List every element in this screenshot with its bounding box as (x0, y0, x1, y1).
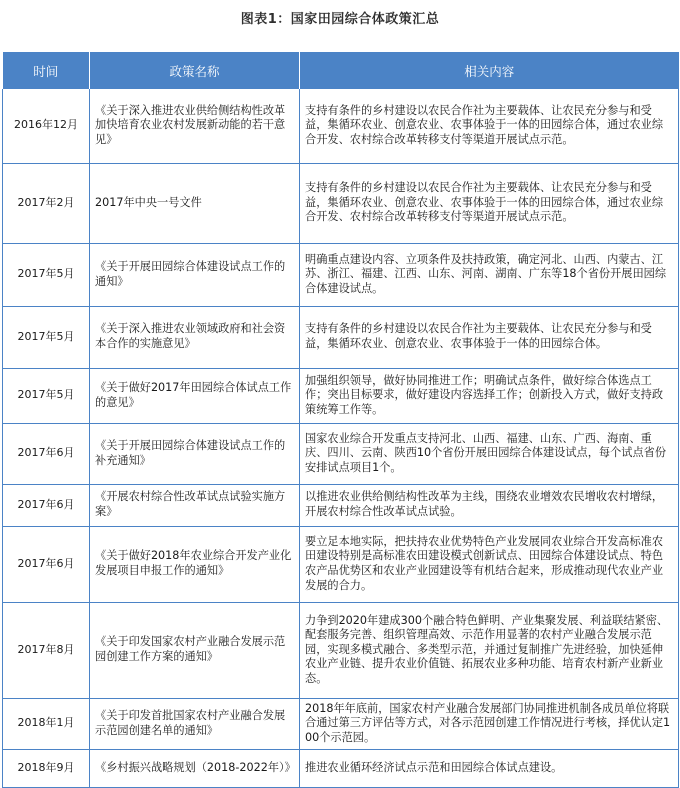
row-time: 2017年8月 (3, 602, 90, 698)
row-content: 加强组织领导，做好协同推进工作；明确试点条件，做好综合体选点工作；突出目标要求，做好建设内容选择工作；创新投入方式，做好支持政策统筹工作等。 (300, 368, 679, 423)
row-time: 2018年9月 (3, 749, 90, 787)
row-policy-name: 《关于开展田园综合体建设试点工作的通知》 (90, 243, 300, 306)
row-policy-name: 2017年中央一号文件 (90, 163, 300, 243)
row-time: 2017年6月 (3, 423, 90, 484)
row-time: 2017年5月 (3, 368, 90, 423)
row-time: 2017年2月 (3, 163, 90, 243)
row-time: 2017年6月 (3, 484, 90, 526)
table-row (3, 484, 679, 526)
table-row (3, 368, 679, 423)
table-row (3, 243, 679, 306)
row-time: 2017年6月 (3, 526, 90, 602)
row-content: 支持有条件的乡村建设以农民合作社为主要载体、让农民充分参与和受益，集循环农业、创意农业、农事体验于一体的田园综合体。 (300, 306, 679, 368)
row-policy-name: 《关于深入推进农业领域政府和社会资本合作的实施意见》 (90, 306, 300, 368)
row-policy-name: 《关于做好2018年农业综合开发产业化发展项目申报工作的通知》 (90, 526, 300, 602)
header-time: 时间 (3, 52, 90, 89)
row-content: 明确重点建设内容、立项条件及扶持政策，确定河北、山西、内蒙古、江苏、浙江、福建、江西、山东、河南、湖南、广东等18个省份开展田园综合体建设试点。 (300, 243, 679, 306)
policy-table (2, 52, 679, 788)
row-policy-name: 《关于印发首批国家农村产业融合发展示范园创建名单的通知》 (90, 698, 300, 749)
row-time: 2016年12月 (3, 89, 90, 163)
row-time: 2017年5月 (3, 243, 90, 306)
row-content: 以推进农业供给侧结构性改革为主线，围绕农业增效农民增收农村增绿，开展农村综合性改革试点试验。 (300, 484, 679, 526)
row-content: 支持有条件的乡村建设以农民合作社为主要载体、让农民充分参与和受益，集循环农业、创意农业、农事体验于一体的田园综合体，通过农业综合开发、农村综合改革转移支付等渠道开展试点示范。 (300, 163, 679, 243)
row-content: 要立足本地实际，把扶持农业优势特色产业发展同农业综合开发高标准农田建设特别是高标准农田建设模式创新试点、田园综合体建设试点、特色农产品优势区和农业产业园建设等有机结合起来，形成推动现代农业产业发展的合力。 (300, 526, 679, 602)
row-content: 国家农业综合开发重点支持河北、山西、福建、山东、广西、海南、重庆、四川、云南、陕西10个省份开展田园综合体建设试点，每个试点省份安排试点项目1个。 (300, 423, 679, 484)
table-header-row (3, 52, 679, 89)
row-policy-name: 《乡村振兴战略规划（2018-2022年）》 (90, 749, 300, 787)
row-policy-name: 《关于做好2017年田园综合体试点工作的意见》 (90, 368, 300, 423)
page-title: 图表1：国家田园综合体政策汇总 (240, 12, 440, 27)
header-policy-name: 政策名称 (90, 52, 300, 89)
table-row (3, 526, 679, 602)
table-row (3, 89, 679, 163)
table-row (3, 602, 679, 698)
table-row (3, 749, 679, 787)
table-row (3, 306, 679, 368)
header-content: 相关内容 (300, 52, 679, 89)
row-time: 2017年5月 (3, 306, 90, 368)
row-content: 2018年年底前，国家农村产业融合发展部门协同推进机制各成员单位将联合通过第三方评估等方式，对各示范园创建工作情况进行考核，择优认定100个示范园。 (300, 698, 679, 749)
row-content: 推进农业循环经济试点示范和田园综合体试点建设。 (300, 749, 679, 787)
table-row (3, 163, 679, 243)
row-policy-name: 《开展农村综合性改革试点试验实施方案》 (90, 484, 300, 526)
table-row (3, 423, 679, 484)
row-policy-name: 《关于开展田园综合体建设试点工作的补充通知》 (90, 423, 300, 484)
row-content: 力争到2020年建成300个融合特色鲜明、产业集聚发展、利益联结紧密、配套服务完善、组织管理高效、示范作用显著的农村产业融合发展示范园，实现多模式融合、多类型示范，并通过复制推广先进经验，加快延伸农业产业链、提升农业价值链、拓展农业多种功能、培育农村新产业新业态。 (300, 602, 679, 698)
row-time: 2018年1月 (3, 698, 90, 749)
table-row (3, 698, 679, 749)
row-content: 支持有条件的乡村建设以农民合作社为主要载体、让农民充分参与和受益，集循环农业、创意农业、农事体验于一体的田园综合体，通过农业综合开发、农村综合改革转移支付等渠道开展试点示范。 (300, 89, 679, 163)
row-policy-name: 《关于印发国家农村产业融合发展示范园创建工作方案的通知》 (90, 602, 300, 698)
row-policy-name: 《关于深入推进农业供给侧结构性改革 加快培育农业农村发展新动能的若干意见》 (90, 89, 300, 163)
